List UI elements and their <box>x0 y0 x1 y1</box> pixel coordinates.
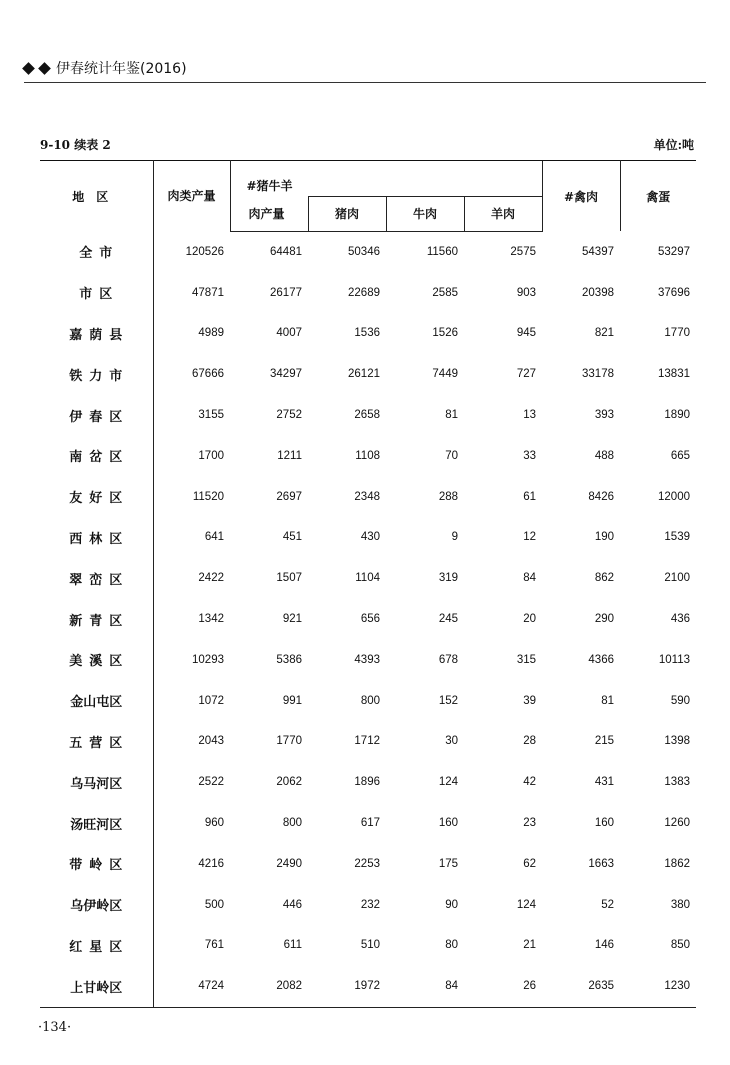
eggs-value: 10113 <box>658 653 690 666</box>
poultry-value: 393 <box>594 409 614 422</box>
eggs-value: 380 <box>670 898 690 911</box>
region-name: 红星区 <box>40 925 153 966</box>
mutton-value: 21 <box>523 939 536 952</box>
pbm-value: 2490 <box>276 857 302 870</box>
mutton-value: 62 <box>523 857 536 870</box>
beef-value: 1526 <box>432 327 458 340</box>
header-spacer <box>386 161 464 197</box>
eggs-header: 禽蛋 <box>620 161 696 232</box>
eggs-value: 1230 <box>620 966 696 1007</box>
poultry-value: 821 <box>594 327 614 340</box>
table-row <box>40 476 696 517</box>
mutton-value: 28 <box>523 735 536 748</box>
table-row <box>40 558 696 599</box>
beef-value: 70 <box>445 449 458 462</box>
pork-value: 2658 <box>354 409 380 422</box>
mutton-value: 2575 <box>510 245 536 258</box>
pork-value: 1712 <box>354 735 380 748</box>
eggs-value: 1862 <box>664 857 690 870</box>
beef-value: 7449 <box>432 368 458 381</box>
mutton-value: 39 <box>523 694 536 707</box>
pbm-value: 1770 <box>276 735 302 748</box>
poultry-value: 488 <box>594 449 614 462</box>
table-row <box>40 925 696 966</box>
pork-beef-mutton-subheader: 肉产量 <box>230 196 308 231</box>
pbm-value: 2082 <box>230 966 308 1007</box>
pbm-value: 26177 <box>270 286 302 299</box>
pork-value: 1536 <box>354 327 380 340</box>
beef-value: 678 <box>438 653 458 666</box>
table-row <box>40 313 696 354</box>
region-name: 五营区 <box>40 721 153 762</box>
eggs-value: 53297 <box>658 245 690 258</box>
mutton-value: 903 <box>516 286 536 299</box>
mutton-value: 315 <box>516 653 536 666</box>
region-name: 乌马河区 <box>40 762 153 803</box>
eggs-value: 13831 <box>658 368 690 381</box>
meat-value: 3155 <box>198 409 224 422</box>
region-name: 嘉荫县 <box>40 313 153 354</box>
poultry-value: 54397 <box>582 245 614 258</box>
meat-total-header: 肉类产量 <box>153 161 230 232</box>
beef-value: 80 <box>445 939 458 952</box>
pork-value: 1896 <box>354 776 380 789</box>
mutton-value: 42 <box>523 776 536 789</box>
eggs-value: 436 <box>670 613 690 626</box>
table-row <box>40 762 696 803</box>
region-name: 南岔区 <box>40 435 153 476</box>
table-row <box>40 395 696 436</box>
poultry-value: 20398 <box>582 286 614 299</box>
beef-value: 81 <box>445 409 458 422</box>
table-row <box>40 680 696 721</box>
diamond-bullet-icon <box>22 62 35 75</box>
pork-beef-mutton-header: #猪牛羊 <box>230 161 308 197</box>
header-spacer <box>464 161 542 197</box>
region-name: 伊春区 <box>40 395 153 436</box>
meat-value: 11520 <box>192 490 224 503</box>
mutton-value: 61 <box>523 490 536 503</box>
pork-value: 1108 <box>355 449 380 462</box>
poultry-value: 1663 <box>588 857 614 870</box>
pbm-value: 451 <box>282 531 302 544</box>
beef-value: 152 <box>438 694 458 707</box>
poultry-value: 190 <box>594 531 614 544</box>
book-title: 伊春统计年鉴(2016) <box>56 61 187 77</box>
region-name: 汤旺河区 <box>40 803 153 844</box>
eggs-value: 2100 <box>664 572 690 585</box>
eggs-value: 665 <box>670 449 690 462</box>
table-row <box>40 354 696 395</box>
mutton-value: 20 <box>523 613 536 626</box>
poultry-value: 52 <box>601 898 614 911</box>
table-body <box>40 231 696 1007</box>
poultry-value: 33178 <box>582 368 614 381</box>
mutton-value: 945 <box>516 327 536 340</box>
beef-value: 288 <box>438 490 458 503</box>
pork-value: 430 <box>360 531 380 544</box>
meat-value: 500 <box>204 898 224 911</box>
region-name: 上甘岭区 <box>40 966 153 1007</box>
beef-value: 84 <box>386 966 464 1007</box>
table-row <box>40 843 696 884</box>
poultry-value: 160 <box>594 817 614 830</box>
region-name: 市区 <box>40 272 153 313</box>
region-name: 带岭区 <box>40 843 153 884</box>
pork-value: 4393 <box>354 653 380 666</box>
meat-value: 2043 <box>198 735 224 748</box>
beef-value: 160 <box>438 817 458 830</box>
pork-value: 2253 <box>354 857 380 870</box>
diamond-bullet-icon <box>38 62 51 75</box>
region-name: 铁力市 <box>40 354 153 395</box>
mutton-value: 26 <box>464 966 542 1007</box>
mutton-value: 33 <box>523 449 536 462</box>
pbm-value: 611 <box>283 939 302 952</box>
beef-value: 319 <box>438 572 458 585</box>
meat-value: 2522 <box>198 776 224 789</box>
meat-value: 641 <box>204 531 224 544</box>
pork-value: 50346 <box>348 245 380 258</box>
poultry-value: 862 <box>594 572 614 585</box>
region-name: 翠峦区 <box>40 558 153 599</box>
table-row <box>40 231 696 272</box>
header-divider <box>24 82 706 83</box>
pbm-value: 1507 <box>276 572 302 585</box>
pbm-value: 2752 <box>276 409 302 422</box>
eggs-value: 1770 <box>664 327 690 340</box>
region-name: 西林区 <box>40 517 153 558</box>
poultry-header: #禽肉 <box>542 161 620 232</box>
table-row <box>40 639 696 680</box>
beef-header: 牛肉 <box>386 196 464 231</box>
pork-value: 1104 <box>355 572 380 585</box>
region-name: 金山屯区 <box>40 680 153 721</box>
eggs-value: 12000 <box>658 490 690 503</box>
beef-value: 2585 <box>432 286 458 299</box>
pbm-value: 921 <box>282 613 302 626</box>
meat-value: 761 <box>204 939 224 952</box>
pbm-value: 5386 <box>276 653 302 666</box>
pbm-value: 991 <box>282 694 302 707</box>
region-name: 新青区 <box>40 599 153 640</box>
poultry-value: 81 <box>601 694 614 707</box>
meat-production-table <box>40 160 696 1008</box>
table-row <box>40 721 696 762</box>
eggs-value: 1539 <box>664 531 690 544</box>
pbm-value: 800 <box>282 817 302 830</box>
meat-value: 120526 <box>185 245 224 258</box>
pbm-value: 446 <box>282 898 302 911</box>
mutton-value: 23 <box>523 817 536 830</box>
pork-value: 26121 <box>348 368 380 381</box>
poultry-value: 431 <box>594 776 614 789</box>
region-header: 地区 <box>40 161 153 232</box>
meat-value: 4216 <box>198 857 224 870</box>
table-row <box>40 884 696 925</box>
meat-value: 47871 <box>192 286 224 299</box>
pork-value: 510 <box>360 939 380 952</box>
meat-value: 2422 <box>198 572 224 585</box>
mutton-header: 羊肉 <box>464 196 542 231</box>
mutton-value: 727 <box>516 368 536 381</box>
running-header <box>24 56 187 80</box>
unit-label: 单位:吨 <box>653 138 694 152</box>
poultry-value: 290 <box>594 613 614 626</box>
beef-value: 124 <box>438 776 458 789</box>
pork-value: 656 <box>360 613 380 626</box>
pork-value: 232 <box>360 898 380 911</box>
meat-value: 10293 <box>192 653 224 666</box>
poultry-value: 146 <box>594 939 614 952</box>
eggs-value: 37696 <box>658 286 690 299</box>
eggs-value: 590 <box>670 694 690 707</box>
table-row <box>40 517 696 558</box>
pbm-value: 1211 <box>277 449 302 462</box>
header-spacer <box>308 161 386 197</box>
meat-value: 4989 <box>198 327 224 340</box>
poultry-value: 215 <box>594 735 614 748</box>
region-name: 全市 <box>40 231 153 272</box>
beef-value: 175 <box>438 857 458 870</box>
meat-value: 960 <box>204 817 224 830</box>
table-row <box>40 966 696 1007</box>
mutton-value: 13 <box>523 409 536 422</box>
pbm-value: 4007 <box>276 327 302 340</box>
pork-value: 800 <box>360 694 380 707</box>
meat-value: 4724 <box>153 966 230 1007</box>
pork-value: 1972 <box>308 966 386 1007</box>
region-name: 友好区 <box>40 476 153 517</box>
beef-value: 90 <box>445 898 458 911</box>
mutton-value: 124 <box>516 898 536 911</box>
table-id-label: 9-10 续表 2 <box>40 138 111 152</box>
mutton-value: 12 <box>523 531 536 544</box>
table-row <box>40 272 696 313</box>
region-name: 美溪区 <box>40 639 153 680</box>
eggs-value: 1398 <box>664 735 690 748</box>
meat-value: 1072 <box>198 694 224 707</box>
eggs-value: 1260 <box>664 817 690 830</box>
pbm-value: 34297 <box>270 368 302 381</box>
pbm-value: 2062 <box>276 776 302 789</box>
pbm-value: 64481 <box>270 245 302 258</box>
pork-header: 猪肉 <box>308 196 386 231</box>
page-number: ·134· <box>38 1020 72 1035</box>
poultry-value: 8426 <box>588 490 614 503</box>
meat-value: 1700 <box>198 449 224 462</box>
poultry-value: 2635 <box>542 966 620 1007</box>
pbm-value: 2697 <box>276 490 302 503</box>
table-row <box>40 435 696 476</box>
eggs-value: 1890 <box>664 409 690 422</box>
beef-value: 30 <box>445 735 458 748</box>
beef-value: 245 <box>438 613 458 626</box>
beef-value: 11560 <box>426 245 458 258</box>
poultry-value: 4366 <box>588 653 614 666</box>
meat-value: 1342 <box>198 613 224 626</box>
pork-value: 22689 <box>348 286 380 299</box>
region-name: 乌伊岭区 <box>40 884 153 925</box>
eggs-value: 1383 <box>664 776 690 789</box>
pork-value: 2348 <box>354 490 380 503</box>
meat-value: 67666 <box>192 368 224 381</box>
eggs-value: 850 <box>670 939 690 952</box>
mutton-value: 84 <box>523 572 536 585</box>
table-row <box>40 599 696 640</box>
beef-value: 9 <box>451 531 458 544</box>
table-row <box>40 803 696 844</box>
pork-value: 617 <box>360 817 380 830</box>
